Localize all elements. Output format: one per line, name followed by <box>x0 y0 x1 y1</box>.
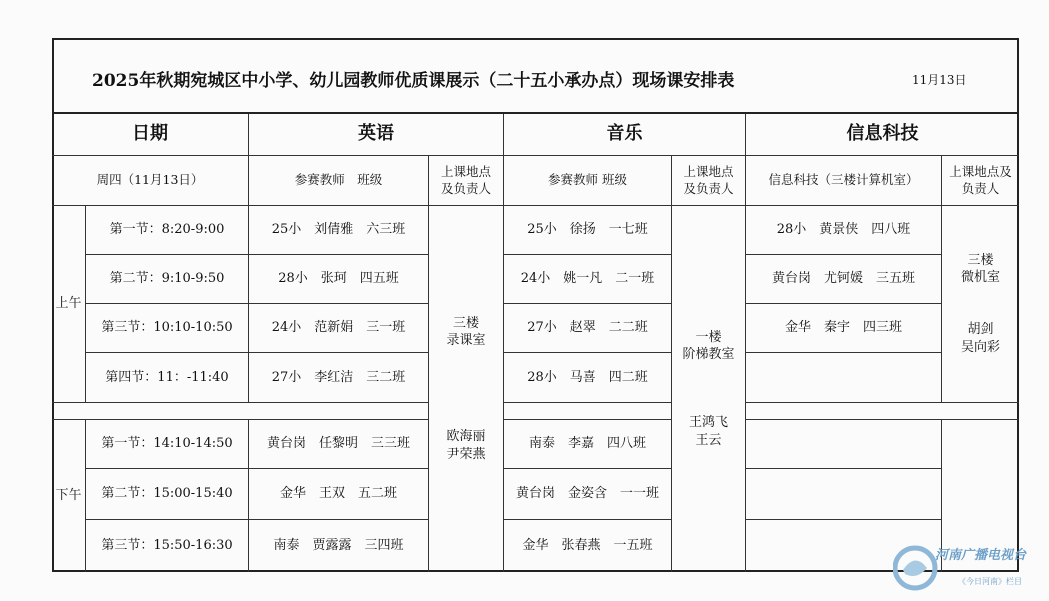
english-lesson: 南泰 贾露露 三四班 <box>249 520 429 572</box>
slot-time: 第一节：14:10-14:50 <box>86 420 249 469</box>
slot-time: 第一节：8:20-9:00 <box>86 206 249 255</box>
english-lesson: 黄台岗 任黎明 三三班 <box>249 420 429 469</box>
header-it: 信息科技 <box>746 114 1019 156</box>
music-location-header: 上课地点及负责人 <box>672 156 746 206</box>
it-lesson <box>746 420 942 469</box>
it-location-header: 上课地点及负责人 <box>942 156 1019 206</box>
slot-time: 第三节：10:10-10:50 <box>86 304 249 353</box>
title-bar <box>52 38 1019 114</box>
it-lesson: 金华 秦宇 四三班 <box>746 304 942 353</box>
english-lesson: 27小 李红洁 三二班 <box>249 353 429 403</box>
english-lesson: 25小 刘倩雅 六三班 <box>249 206 429 255</box>
watermark-sub: 《今日河南》栏目 <box>958 577 1022 586</box>
english-lesson: 金华 王双 五二班 <box>249 469 429 520</box>
period-afternoon: 下午 <box>52 420 86 572</box>
header-date: 日期 <box>52 114 249 156</box>
lunch-gap-music <box>504 403 672 420</box>
music-lesson: 27小 赵翠 二二班 <box>504 304 672 353</box>
music-lesson: 28小 马喜 四二班 <box>504 353 672 403</box>
english-people: 欧海丽 尹荣燕 <box>446 429 486 462</box>
music-lesson: 24小 姚一凡 二一班 <box>504 255 672 304</box>
lunch-gap-left <box>52 403 429 420</box>
page-title: 2025年秋期宛城区中小学、幼儿园教师优质课展示（二十五小承办点）现场课安排表 <box>92 71 735 91</box>
english-room: 三楼 录课室 <box>446 315 486 349</box>
day-label: 周四（11月13日） <box>52 156 249 206</box>
it-lesson <box>746 353 942 403</box>
it-location-cell <box>942 206 1019 403</box>
it-room: 三楼 微机室 <box>960 252 1000 286</box>
slot-time: 第四节：11：-11:40 <box>86 353 249 403</box>
header-music: 音乐 <box>504 114 746 156</box>
music-lesson: 南泰 李嘉 四八班 <box>504 420 672 469</box>
watermark-name: 河南广播电视台 <box>935 548 1027 563</box>
music-lesson: 金华 张春燕 一五班 <box>504 520 672 572</box>
music-people: 王鸿飞 王云 <box>688 415 728 448</box>
english-teacher-header: 参赛教师 班级 <box>249 156 429 206</box>
it-room-header: 信息科技（三楼计算机室） <box>746 156 942 206</box>
it-lesson: 黄台岗 尤钶媛 三五班 <box>746 255 942 304</box>
music-teacher-header: 参赛教师 班级 <box>504 156 672 206</box>
english-lesson: 28小 张珂 四五班 <box>249 255 429 304</box>
slot-time: 第二节：15:00-15:40 <box>86 469 249 520</box>
music-location-cell <box>672 206 746 572</box>
music-lesson: 25小 徐扬 一七班 <box>504 206 672 255</box>
it-lesson: 28小 黄景侠 四八班 <box>746 206 942 255</box>
it-lesson <box>746 469 942 520</box>
slot-time: 第二节：9:10-9:50 <box>86 255 249 304</box>
english-lesson: 24小 范新娟 三一班 <box>249 304 429 353</box>
title-date: 11月13日 <box>912 73 967 87</box>
english-location-header: 上课地点及负责人 <box>429 156 504 206</box>
period-morning: 上午 <box>52 206 86 403</box>
english-location-cell <box>429 206 504 572</box>
music-lesson: 黄台岗 金姿含 一一班 <box>504 469 672 520</box>
music-room: 一楼 阶梯教室 <box>682 329 735 363</box>
header-english: 英语 <box>249 114 504 156</box>
slot-time: 第三节：15:50-16:30 <box>86 520 249 572</box>
lunch-gap-it <box>746 403 1019 420</box>
it-people: 胡剑 吴向彩 <box>960 322 1000 355</box>
